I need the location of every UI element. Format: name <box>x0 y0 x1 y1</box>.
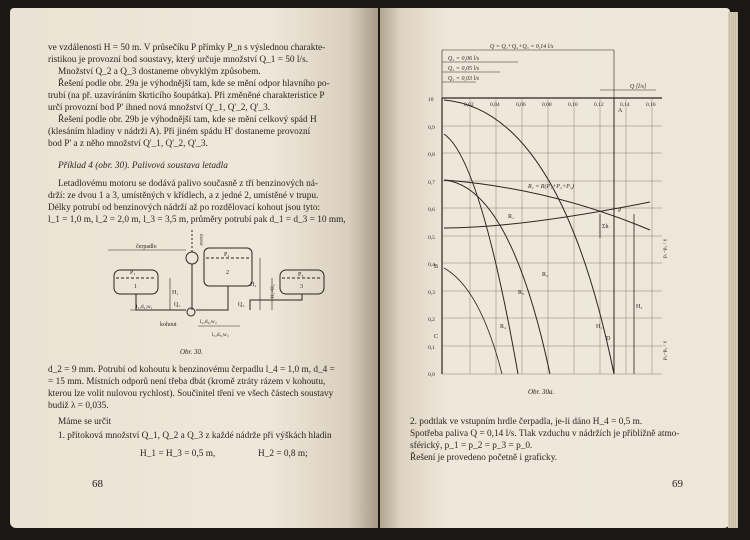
curve-r2 <box>444 134 518 374</box>
h2-label: H₂ <box>636 304 643 310</box>
label-q1: Q₁ <box>174 302 181 308</box>
example-title: (obr. 30). Palivová soustava letadla <box>95 161 228 171</box>
text-line: d_2 = 9 mm. Potrubí od kohoutu k benzinovému čerpadlu l_4 = 1,0 m, d_4 = <box>48 365 335 375</box>
text-line: určí provozní bod P' ihned nová množství Q'_1, Q'_2, Q'_3. <box>48 103 271 113</box>
text-line: sférický, p_1 = p_2 = p_3 = p_0. <box>410 441 533 451</box>
label-tank-p3: P₃ <box>298 272 304 278</box>
left-page <box>10 8 378 528</box>
formula: H_2 = 0,8 m; <box>258 449 308 459</box>
y-tick: 0,4 <box>428 262 435 268</box>
curve-r1 <box>444 180 550 374</box>
text-line: 2. podtlak ve vstupním hrdle čerpadla, je-li dáno H_4 = 0,5 m. <box>410 417 643 427</box>
text-line: (klesáním hladiny v nádrži A). Při jiném spádu H' dostaneme provozní <box>48 127 311 137</box>
text-line: l_1 = 1,0 m, l_2 = 2,0 m, l_3 = 3,5 m, průměry potrubí pak d_1 = d_3 = 10 mm, <box>48 215 346 225</box>
x-tick: 0,08 <box>542 102 552 108</box>
text-line: budiž λ = 0,035. <box>48 401 109 411</box>
pipe-3 <box>250 294 302 310</box>
valve <box>187 308 195 316</box>
label-pipe3: l₃,d₃,w₃ <box>212 332 229 338</box>
text-line: Máme se určit <box>58 417 112 427</box>
pump-characteristic-graph <box>400 38 700 398</box>
label-h3: H₁=H₃ <box>271 284 276 298</box>
y-tick: 0,0 <box>428 372 435 378</box>
label-pipe1: l₁,d₁,w₁ <box>136 304 153 310</box>
formula: H_1 = H_3 = 0,5 m, <box>140 449 216 459</box>
tank-1 <box>114 270 158 294</box>
x-tick: 0,14 <box>620 102 630 108</box>
text-line: Spotřeba paliva Q = 0,14 l/s. Tlak vzduchu v nádržích je přibližně atmo- <box>410 429 680 439</box>
label-h1: H₁ <box>172 290 179 296</box>
curve-r1-label: R₁ <box>508 214 515 220</box>
brace-label: Q = Q₁+Q₂+Q₃ = 0,14 l/s <box>490 44 554 50</box>
brace-label: Q₁ = 0,05 l/s <box>448 66 480 72</box>
point-b-label: B <box>434 264 439 270</box>
curve-pump <box>444 100 614 374</box>
curve-r4-label: R₄ <box>500 324 507 330</box>
figure-caption: Obr. 30a. <box>528 388 555 396</box>
page-edges <box>728 12 738 528</box>
text-line: Řešení je provedeno početně i graficky. <box>410 453 558 463</box>
point-c-label: C <box>434 334 439 340</box>
x-unit-label: Q [l/s] <box>630 84 647 90</box>
point-d-label: D <box>606 336 611 342</box>
text-line: Množství Q_2 a Q_3 dostaneme obvyklým způsobem. <box>58 67 261 77</box>
brace-label: Q₁ = 0,06 l/s <box>448 56 480 62</box>
label-tank-2: 2 <box>226 270 229 276</box>
y-tick: 0,9 <box>428 125 435 131</box>
example-heading <box>58 160 228 172</box>
open-book <box>10 8 738 534</box>
page-number: 69 <box>672 478 683 490</box>
label-tank-3: 3 <box>300 284 303 290</box>
text-line: ristikou je provozní bod soustavy, který určuje množství Q_1 = 50 l/s. <box>48 55 309 65</box>
grid <box>442 98 662 374</box>
label-valve: kohout <box>160 322 177 328</box>
x-tick: 0,06 <box>516 102 526 108</box>
label-tank-p1: P₁ <box>130 270 136 276</box>
x-tick: 0,02 <box>464 102 474 108</box>
text-line: bod P' a z něho množství Q'_1, Q'_2, Q'_3. <box>48 139 208 149</box>
pipe-2 <box>196 286 228 310</box>
y-tick: 0,8 <box>428 152 435 158</box>
y-tick: 10 <box>428 97 434 103</box>
text-line: ve vzdálenosti H = 50 m. V průsečíku P přímky P_n s výslednou charakte- <box>48 43 326 53</box>
text-line: Řešení podle obr. 29b je výhodnější tam, kde se mění celkový spád H <box>58 115 317 125</box>
text-line: Délky potrubí od benzinových nádrží až po rozdělovací kohout jsou tyto: <box>48 203 321 213</box>
x-tick: 0,12 <box>594 102 604 108</box>
y-tick: 0,3 <box>428 290 435 296</box>
pump <box>186 252 198 264</box>
label-tank-1: 1 <box>134 284 137 290</box>
text-line: Letadlovému motoru se dodává palivo současně z tří benzinových ná- <box>58 179 318 189</box>
curve-r4 <box>444 202 650 228</box>
point-p-label: P <box>618 208 622 214</box>
curve-r3-label: R₃ <box>518 290 525 296</box>
point-a-label: A <box>618 108 623 114</box>
fuel-system-diagram <box>100 226 340 344</box>
text-line: = 15 mm. Místních odporů není třeba dbát (kromě ztráty rázem v kohoutu, <box>48 377 326 387</box>
y-tick: 0,6 <box>428 207 435 213</box>
label-pump: čerpadlo <box>136 244 157 250</box>
side-label: p₀−p₀ / γ <box>662 340 668 360</box>
y-tick: 0,1 <box>428 345 435 351</box>
text-line: 1. přítoková množství Q_1, Q_2 a Q_3 z každé nádrže při výškách hladin <box>58 431 332 441</box>
label-motor: motor <box>198 234 203 246</box>
label-pipe2: l₂,d₂,w₂ <box>200 319 217 325</box>
text-line: kterou lze volit nulovou rychlost). Součinitel tření ve všech částech soustavy <box>48 389 334 399</box>
x-tick: 0,10 <box>568 102 578 108</box>
text-line: Řešení podle obr. 29a je výhodnější tam, kde se mění odpor hlavního po- <box>58 79 330 89</box>
example-number: Příklad 4 <box>58 161 93 171</box>
figure-caption: Obr. 30. <box>180 348 203 356</box>
label-h2: H₂ <box>250 282 257 288</box>
text-line: trubí (na př. uzavíráním škrticího šoupátka). Při změněné charakteristice P <box>48 91 325 101</box>
text-line: drží: ze dvou 1 a 3, umístěných v křídlech, a z jedné 2, umístěné v trupu. <box>48 191 319 201</box>
curve-sum-label: R₁ = R(P₁+P₂+P₃) <box>528 184 574 190</box>
y-tick: 0,5 <box>428 235 435 241</box>
side-label: p₁−p₂ / γ <box>662 238 668 258</box>
curve-r3 <box>444 268 502 374</box>
page-number: 68 <box>92 478 103 490</box>
label-q3: Q₃ <box>238 302 245 308</box>
h1-label: H₁ <box>596 324 603 330</box>
sum-h-label: Σh <box>602 224 609 230</box>
label-tank-p2: P₂ <box>224 252 230 258</box>
x-tick: 0,16 <box>646 102 656 108</box>
curve-r2-label: R₂ <box>542 272 549 278</box>
y-tick: 0,7 <box>428 180 435 186</box>
x-tick: 0,04 <box>490 102 500 108</box>
brace-label: Q₃ = 0,03 l/s <box>448 76 480 82</box>
right-page <box>380 8 730 528</box>
y-tick: 0,2 <box>428 317 435 323</box>
